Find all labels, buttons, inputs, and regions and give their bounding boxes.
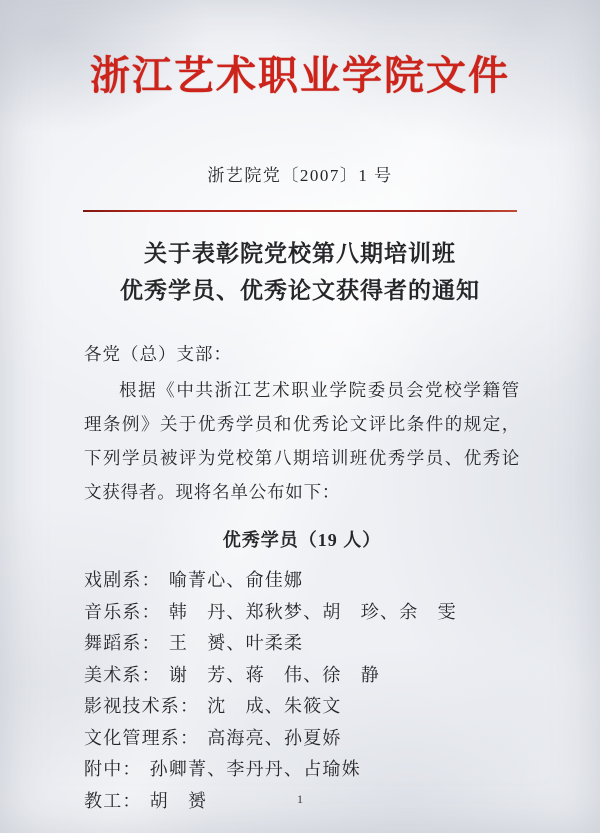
names-text: 孙卿菁、李丹丹、占瑜姝 [149,759,361,779]
group-label: 音乐系： [84,601,161,622]
names-text: 高海亮、孙夏娇 [207,727,342,748]
document-title-line1: 关于表彰院党校第八期培训班 [144,241,456,266]
section-heading: 优秀学员（19 人） [222,530,382,550]
body-paragraph: 根据《中共浙江艺术职业学院委员会党校学籍管理条例》关于优秀学员和优秀论文评比条件的规定，下列学员被评为党校第八期培训班优秀学员、优秀论文获得者。现将名单公布如下： [84,380,520,502]
red-divider-rule [83,210,517,212]
group-label: 文化管理系： [84,727,200,748]
names-text: 谢 芳、蒋 伟、徐 静 [168,664,381,685]
names-text: 王 赟、叶柔柔 [168,633,304,653]
group-label: 附中： [84,759,142,779]
names-text: 胡 赟 [149,790,208,811]
awardee-row [84,723,520,755]
names-text: 喻菁心、俞佳娜 [168,570,304,590]
names-text: 沈 成、朱筱文 [207,696,342,716]
names-text: 韩 丹、郑秋梦、胡 珍、余 雯 [168,601,457,622]
page-number: 1 [297,792,303,806]
awardee-row [84,565,520,597]
awardee-row [84,597,520,629]
document-body [84,337,520,817]
awardee-list [84,565,520,817]
document-title [0,235,600,309]
awardee-row [84,691,520,723]
group-label: 舞蹈系： [84,633,161,653]
awardee-row [84,628,520,660]
group-label: 戏剧系： [84,570,161,590]
group-label: 美术系： [84,664,161,685]
group-label: 影视技术系： [84,696,200,716]
doc-number: 浙艺院党〔2007〕1 号 [207,166,393,185]
awardee-row [84,754,520,786]
awardee-row [84,660,520,692]
group-label: 教工： [84,790,142,811]
document-title-line2: 优秀学员、优秀论文获得者的通知 [120,278,480,303]
salutation: 各党（总）支部： [84,344,232,364]
document-header-title: 浙江艺术职业学院文件 [90,53,510,98]
